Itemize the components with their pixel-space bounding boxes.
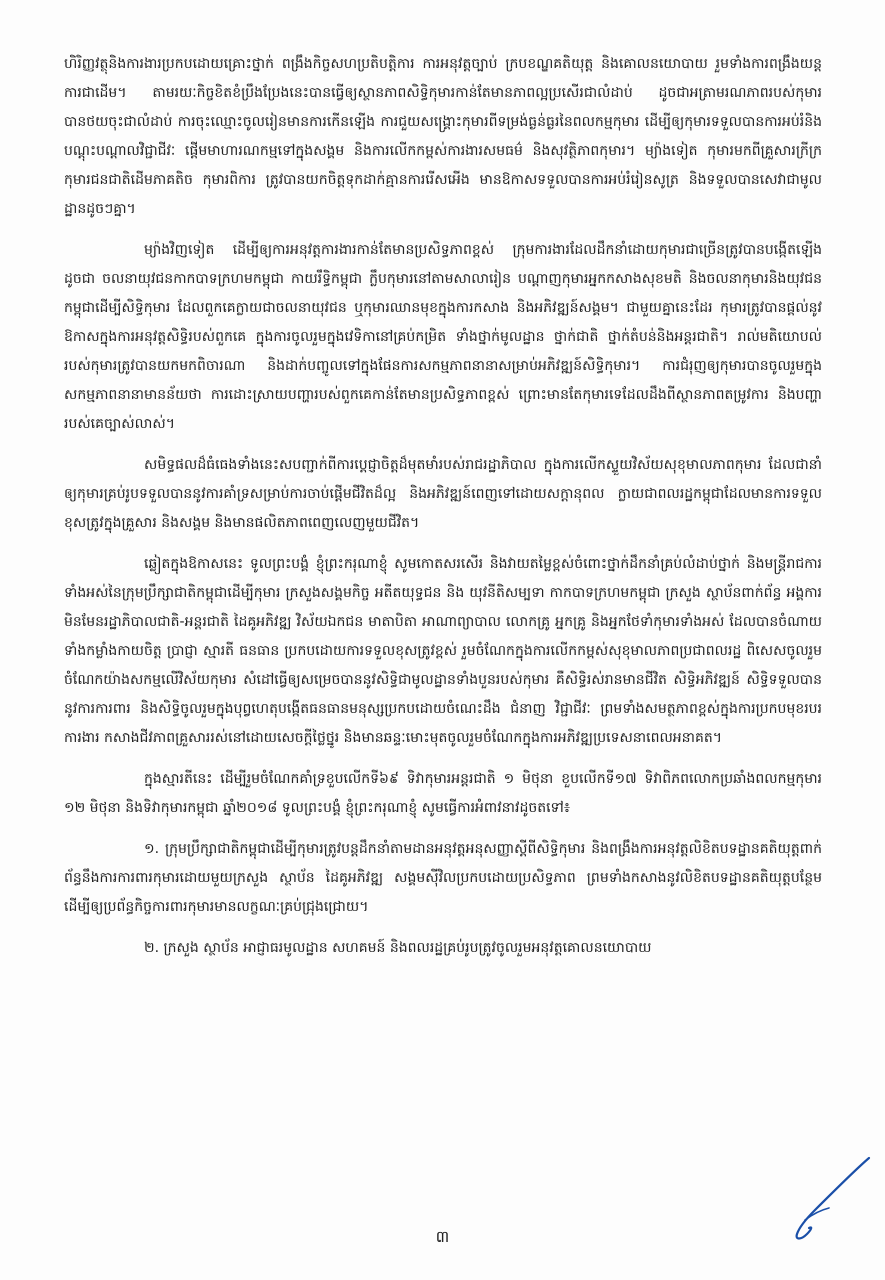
paragraph-7-item-2: ២. ក្រសួង ស្ថាប័ន អាជ្ញាធរមូលដ្ឋាន សហគមន៍ និងពលរដ្ឋគ្រប់រូបត្រូវចូលរួមអនុវត្តគោលនយោបាយ [144,940,652,956]
paragraph-5: ក្នុងស្មារតីនេះ ដើម្បីរួមចំណែកគាំទ្រខួបលើកទី៦៩ ទិវាកុមារអន្តរជាតិ ១ មិថុនា ខួបលើកទី១៧ ទិវាពិភពលោកប្រឆាំងពលកម្មកុមារ ១២ មិថុនា និងទិវាកុមារកម្ពុជា ឆ្នាំ២០១៨ ទូលព្រះបង្គំ ខ្ញុំព្រះករុណាខ្ញុំ សូមធ្វើការអំពាវនាវដូចតទៅ៖ [64,771,822,816]
paragraph-4: ឆ្លៀតក្នុងឱកាសនេះ ទូលព្រះបង្គំ ខ្ញុំព្រះករុណាខ្ញុំ សូមកោតសរសើរ និងវាយតម្លៃខ្ពស់ចំពោះថ្នាក់ដឹកនាំគ្រប់លំដាប់ថ្នាក់ និងមន្ត្រីរាជការទាំងអស់នៃក្រុមប្រឹក្សាជាតិកម្ពុជាដើម្បីកុមារ ក្រសួងសង្គមកិច្ច អតីតយុទ្ធជន និង យុវនីតិសម្បទា កាកបាទក្រហមកម្ពុជា ក្រសួង ស្ថាប័នពាក់ព័ន្ធ អង្គការមិនមែនរដ្ឋាភិបាលជាតិ-អន្តរជាតិ ដៃគូអភិវឌ្ឍ វិស័យឯកជន មាតាបិតា អាណាព្យាបាល លោកគ្រូ អ្នកគ្រូ និងអ្នកថែទាំកុមារទាំងអស់ ដែលបានចំណាយទាំងកម្លាំងកាយចិត្ត ប្រាជ្ញា ស្មារតី ធនធាន ប្រកបដោយការទទួលខុសត្រូវខ្ពស់ រួមចំណែកក្នុងការលើកកម្ពស់សុខុមាលភាពប្រជាពលរដ្ឋ ពិសេសចូលរួមចំណែកយ៉ាងសកម្មលើវិស័យកុមារ សំដៅធ្វើឲ្យសម្រេចបាននូវសិទ្ធិជាមូលដ្ឋានទាំងបួនរបស់កុមារ គឺសិទ្ធិរស់រានមានជីវិត សិទ្ធិអភិវឌ្ឍន៍ សិទ្ធិទទួលបាននូវការការពារ និងសិទ្ធិចូលរួមក្នុងបុព្វហេតុបង្កើតធនធានមនុស្សប្រកបដោយចំណេះដឹង ជំនាញ វិជ្ជាជីវៈ ព្រមទាំងសមត្ថភាពខ្ពស់ក្នុងការប្រកបមុខរបរ ការងារ កសាងជីវភាពគ្រួសាររស់នៅដោយសេចក្ដីថ្លៃថ្នូរ និងមានឆន្ទៈមោះមុតចូលរួមចំណែកក្នុងការអភិវឌ្ឍប្រទេសនាពេលអនាគត។ [64,556,822,746]
document-body [64,50,822,975]
paragraph-1: ហិរិញ្ញវត្ថុនិងការងារប្រកបដោយគ្រោះថ្នាក់ ពង្រឹងកិច្ចសហប្រតិបត្តិការ ការអនុវត្តច្បាប់ ក្របខណ្ឌគតិយុត្ត និងគោលនយោបាយ រួមទាំងការពង្រឹងយន្តការជាដើម។ តាមរយៈកិច្ចខិតខំប្រឹងប្រែងនេះបានធ្វើឲ្យស្ថានភាពសិទ្ធិកុមារកាន់តែមានភាពល្អប្រសើរជាលំដាប់ ដូចជាអត្រាមរណភាពរបស់កុមារបានថយចុះជាលំដាប់ ការចុះឈ្មោះចូលរៀនមានការកើនឡើង ការជួយសង្គ្រោះកុមារពីទម្រង់ធ្ងន់ធ្ងរនៃពលកម្មកុមារ ដើម្បីឲ្យកុមារទទួលបានការអប់រំនិងបណ្ដុះបណ្ដាលវិជ្ជាជីវៈ ផ្ដើមមាហារណកម្មទៅក្នុងសង្គម និងការលើកកម្ពស់ការងារសមធម៌ និងសុវត្ថិភាពកុមារ។ ម្យ៉ាងទៀត កុមារមកពីគ្រួសារក្រីក្រ កុមារជនជាតិដើមភាគតិច កុមារពិការ ត្រូវបានយកចិត្តទុកដាក់គ្មានការរើសអើង មានឱកាសទទួលបានការអប់រំរៀនសូត្រ និងទទួលបានសេវាជាមូលដ្ឋានដូចៗគ្នា។ [64,56,822,217]
paragraph-3: សមិទ្ធផលដ៏ធំធេងទាំងនេះសបញ្ជាក់ពីការប្ដេជ្ញាចិត្តដ៏មុតមាំរបស់រាជរដ្ឋាភិបាល ក្នុងការលើកស្ទួយវិស័យសុខុមាលភាពកុមារ ដែលជានាំឲ្យកុមារគ្រប់រូបទទួលបាននូវការគាំទ្រសម្រាប់ការចាប់ផ្ដើមជីវិតដ៏ល្អ និងអភិវឌ្ឍន៍ពេញទៅដោយសក្ដានុពល ក្លាយជាពលរដ្ឋកម្ពុជាដែលមានការទទួលខុសត្រូវក្នុងគ្រួសារ និងសង្គម និងមានផលិតភាពពេញលេញមួយជីវិត។ [64,457,822,531]
paragraph-2: ម្យ៉ាងវិញទៀត ដើម្បីឲ្យការអនុវត្តការងារកាន់តែមានប្រសិទ្ធភាពខ្ពស់ ក្រុមការងារដែលដឹកនាំដោយកុមារជាច្រើនត្រូវបានបង្កើតឡើងដូចជា ចលនាយុវជនកាកបាទក្រហមកម្ពុជា កាយរឹទ្ធិកម្ពុជា ក្លឹបកុមារនៅតាមសាលារៀន បណ្ដាញកុមារអ្នកកសាងសុខមតិ និងចលនាកុមារនិងយុវជនកម្ពុជាដើម្បីសិទ្ធិកុមារ ដែលពួកគេក្លាយជាចលនាយុវជន ឬកុមារឈានមុខក្នុងការកសាង និងអភិវឌ្ឍន៍សង្គម។ ជាមួយគ្នានេះដែរ កុមារត្រូវបានផ្ដល់នូវឱកាសក្នុងការអនុវត្តសិទ្ធិរបស់ពួកគេ ក្នុងការចូលរួមក្នុងវេទិកានៅគ្រប់កម្រិត ទាំងថ្នាក់មូលដ្ឋាន ថ្នាក់ជាតិ ថ្នាក់តំបន់និងអន្តរជាតិ។ រាល់មតិយោបល់របស់កុមារត្រូវបានយកមកពិចារណា និងដាក់បញ្ចូលទៅក្នុងផែនការសកម្មភាពនានាសម្រាប់អភិវឌ្ឍន៍សិទ្ធិកុមារ។ ការជំរុញឲ្យកុមារបានចូលរួមក្នុងសកម្មភាពនានាមានន័យថា ការដោះស្រាយបញ្ហារបស់ពួកគេកាន់តែមានប្រសិទ្ធភាពខ្ពស់ ព្រោះមានតែកុមារទេដែលដឹងពីស្ថានភាពតម្រូវការ និងបញ្ហារបស់គេច្បាស់លាស់។ [64,242,822,432]
page-number: ៣ [435,1227,450,1246]
paragraph-6-item-1: ១. ក្រុមប្រឹក្សាជាតិកម្ពុជាដើម្បីកុមារត្រូវបន្តដឹកនាំតាមដានអនុវត្តអនុសញ្ញាស្ដីពីសិទ្ធិកុមារ និងពង្រឹងការអនុវត្តលិខិតបទដ្ឋានគតិយុត្តពាក់ព័ន្ធនឹងការការពារកុមារដោយមួយក្រសួង ស្ថាប័ន ដៃគូអភិវឌ្ឍ សង្គមស៊ីវិលប្រកបដោយប្រសិទ្ធភាព ព្រមទាំងកសាងនូវលិខិតបទដ្ឋានគតិយុត្តបន្ថែម ដើម្បីឲ្យប្រព័ន្ធកិច្ចការពារកុមារមានលក្ខណៈគ្រប់ជ្រុងជ្រោយ។ [64,841,822,915]
